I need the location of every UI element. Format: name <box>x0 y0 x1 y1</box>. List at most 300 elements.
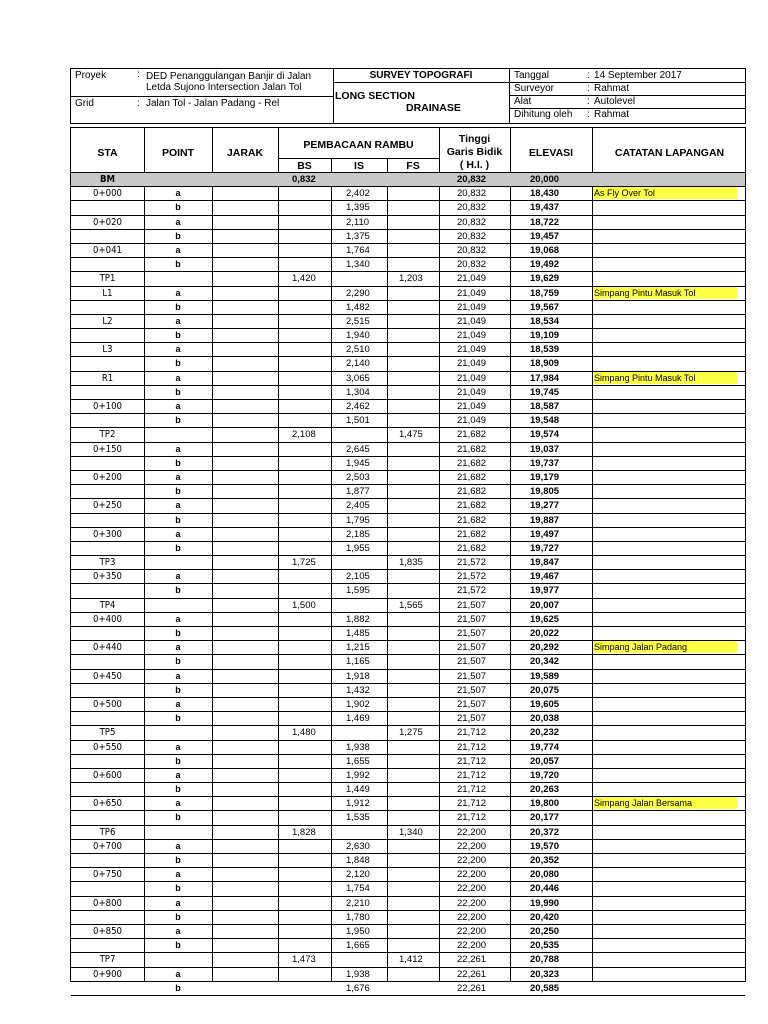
table-row <box>71 712 745 726</box>
sta-cell <box>71 542 144 555</box>
jarak-cell <box>212 514 278 527</box>
bs-cell <box>278 386 331 399</box>
point-cell <box>144 826 212 839</box>
hi-cell: 21,507 <box>457 628 487 639</box>
catatan-cell <box>592 712 747 725</box>
hi-cell: 22,200 <box>457 911 487 923</box>
fs-cell <box>387 457 439 470</box>
point-cell: a <box>175 344 181 355</box>
is-cell: 1,215 <box>346 642 370 654</box>
point-cell: a <box>175 315 181 326</box>
elevasi-cell: 19,068 <box>530 244 560 256</box>
sta-cell: 0+700 <box>93 840 122 852</box>
bs-cell: 1,420 <box>292 273 316 285</box>
elevasi-cell: 20,177 <box>530 812 560 824</box>
catatan-cell <box>592 272 747 285</box>
jarak-cell <box>212 357 278 370</box>
is-cell: 1,485 <box>346 628 370 639</box>
table-row <box>71 783 745 797</box>
point-cell: a <box>175 500 181 511</box>
elevasi-cell: 19,277 <box>530 500 560 512</box>
is-cell: 2,510 <box>346 344 370 356</box>
elevasi-cell: 19,037 <box>530 443 560 455</box>
elevasi-cell: 19,805 <box>530 486 560 498</box>
hi-cell: 21,507 <box>457 713 487 725</box>
jarak-cell <box>212 230 278 243</box>
catatan-cell <box>592 755 747 768</box>
is-cell <box>331 826 387 839</box>
fs-cell <box>387 698 439 711</box>
col-fs: FS <box>406 160 420 172</box>
fs-cell <box>387 386 439 399</box>
fs-cell <box>387 655 439 668</box>
bm-row <box>71 173 745 187</box>
sta-cell <box>71 201 144 214</box>
fs-cell <box>387 471 439 484</box>
catatan-cell <box>592 542 747 555</box>
point-cell: a <box>175 925 181 936</box>
elevasi-cell: 17,984 <box>530 372 560 384</box>
elevasi-cell: 19,800 <box>530 798 560 810</box>
hi-cell: 21,682 <box>457 542 487 554</box>
table-row <box>71 471 745 485</box>
elevasi-cell: 20,535 <box>530 940 560 952</box>
bs-cell <box>278 925 331 938</box>
hi-cell: 21,682 <box>457 471 487 483</box>
hi-cell: 21,682 <box>457 429 487 441</box>
is-cell: 1,535 <box>346 812 370 824</box>
bs-cell <box>278 514 331 527</box>
is-cell: 2,515 <box>346 315 370 327</box>
jarak-cell <box>212 655 278 668</box>
highlighted-note: Simpang Pintu Masuk Tol <box>594 287 737 299</box>
sta-cell: BM <box>99 174 116 185</box>
sta-cell: 0+500 <box>93 698 122 710</box>
elevasi-cell: 20,788 <box>530 954 560 966</box>
colon: : <box>137 69 140 80</box>
fs-cell: 1,412 <box>399 954 423 966</box>
table-row <box>71 542 745 556</box>
elevasi-cell: 19,737 <box>530 457 560 469</box>
table-row <box>71 939 745 953</box>
hi-cell: 21,049 <box>457 301 487 313</box>
hi-cell: 22,200 <box>457 855 487 866</box>
elevasi-cell: 20,585 <box>530 982 560 994</box>
elevasi-cell: 18,759 <box>530 287 560 299</box>
catatan-cell <box>592 641 747 654</box>
fs-cell <box>387 357 439 370</box>
col-is: IS <box>354 160 364 172</box>
hi-cell: 21,049 <box>457 386 487 398</box>
elevasi-cell: 20,007 <box>530 599 560 611</box>
point-cell: a <box>175 244 181 255</box>
table-row <box>71 854 745 868</box>
bs-cell <box>278 499 331 512</box>
fs-cell <box>387 414 439 427</box>
bs-cell <box>278 216 331 229</box>
fs-cell <box>387 301 439 314</box>
sta-cell <box>71 911 144 924</box>
is-cell: 1,918 <box>346 670 370 682</box>
hi-cell: 21,507 <box>457 599 487 611</box>
jarak-cell <box>212 201 278 214</box>
survey-table <box>70 127 746 994</box>
sta-cell: 0+400 <box>93 613 122 625</box>
catatan-cell <box>592 783 747 796</box>
fs-cell <box>387 882 439 895</box>
table-row <box>71 882 745 896</box>
hi-cell: 20,832 <box>457 230 487 242</box>
sta-cell <box>71 627 144 640</box>
table-row <box>71 826 745 840</box>
bs-cell <box>278 840 331 853</box>
catatan-cell <box>592 726 747 739</box>
fs-cell <box>387 329 439 342</box>
bs-cell <box>278 315 331 328</box>
fs-cell <box>387 400 439 413</box>
highlighted-note: As Fly Over Tol <box>594 187 737 199</box>
point-cell: b <box>175 415 181 426</box>
fs-cell <box>387 372 439 385</box>
bs-cell <box>278 400 331 413</box>
bs-cell: 1,725 <box>292 557 316 569</box>
table-row <box>71 953 745 967</box>
fs-cell: 1,835 <box>399 557 423 569</box>
fs-cell <box>387 797 439 810</box>
elevasi-cell: 19,570 <box>530 840 560 852</box>
elevasi-cell: 19,492 <box>530 259 560 271</box>
alat-value: Autolevel <box>594 96 636 107</box>
jarak-cell <box>212 797 278 810</box>
point-cell: b <box>175 386 181 397</box>
point-cell: b <box>175 542 181 553</box>
catatan-cell <box>592 315 747 328</box>
table-row <box>71 840 745 854</box>
catatan-cell <box>592 897 747 910</box>
point-cell: a <box>175 769 181 780</box>
colon: : <box>587 96 590 107</box>
hi-cell: 22,261 <box>457 982 487 994</box>
is-cell: 1,655 <box>346 755 370 767</box>
table-row <box>71 216 745 230</box>
bs-cell <box>278 443 331 456</box>
is-cell: 2,185 <box>346 528 370 540</box>
fs-cell <box>387 939 439 952</box>
fs-cell <box>387 258 439 271</box>
bs-cell <box>278 868 331 881</box>
jarak-cell <box>212 528 278 541</box>
sta-cell: TP4 <box>99 599 116 611</box>
is-cell: 1,882 <box>346 613 370 625</box>
jarak-cell <box>212 414 278 427</box>
hi-cell: 21,507 <box>457 656 487 668</box>
colon: : <box>587 70 590 81</box>
catatan-cell <box>592 443 747 456</box>
point-cell: b <box>175 812 181 823</box>
hi-cell: 21,049 <box>457 273 487 285</box>
point-cell: a <box>175 571 181 582</box>
hi-cell: 21,049 <box>457 358 487 370</box>
sta-cell <box>71 230 144 243</box>
jarak-cell <box>212 173 278 186</box>
sta-cell: 0+750 <box>93 869 122 881</box>
elevasi-cell: 20,372 <box>530 826 560 838</box>
highlighted-note: Simpang Jalan Padang <box>594 641 737 653</box>
bs-cell <box>278 329 331 342</box>
bs-cell <box>278 882 331 895</box>
fs-cell: 1,475 <box>399 429 423 441</box>
catatan-cell <box>592 655 747 668</box>
sta-cell: TP3 <box>99 557 116 569</box>
sta-cell: 0+350 <box>93 571 122 583</box>
catatan-cell <box>592 584 747 597</box>
table-row <box>71 655 745 669</box>
point-cell: a <box>175 613 181 624</box>
elevasi-cell: 19,745 <box>530 386 560 398</box>
bs-cell <box>278 698 331 711</box>
is-cell: 2,630 <box>346 840 370 852</box>
table-header <box>70 127 746 173</box>
is-cell: 1,395 <box>346 202 370 214</box>
jarak-cell <box>212 329 278 342</box>
is-cell <box>331 599 387 612</box>
jarak-cell <box>212 599 278 612</box>
fs-cell <box>387 811 439 824</box>
col-tinggi: Garis Bidik <box>446 146 503 158</box>
catatan-cell <box>592 357 747 370</box>
table-row <box>71 386 745 400</box>
bs-cell: 1,473 <box>292 954 316 966</box>
dihitung-value: Rahmat <box>594 109 630 120</box>
hi-cell: 21,712 <box>457 741 487 753</box>
dihitung-label: Dihitung oleh <box>514 109 573 120</box>
jarak-cell <box>212 925 278 938</box>
bs-cell <box>278 301 331 314</box>
table-row <box>71 414 745 428</box>
bs-cell <box>278 244 331 257</box>
table-row <box>71 428 745 442</box>
col-bs: BS <box>297 160 312 172</box>
fs-cell <box>387 968 439 981</box>
catatan-cell <box>592 244 747 257</box>
elevasi-cell: 20,022 <box>530 628 560 639</box>
table-row <box>71 613 745 627</box>
bs-cell <box>278 911 331 924</box>
catatan-cell <box>592 499 747 512</box>
sta-cell: 0+850 <box>93 925 122 937</box>
elevasi-cell: 19,109 <box>530 330 560 342</box>
bs-cell: 1,828 <box>292 826 316 838</box>
jarak-cell <box>212 670 278 683</box>
table-row <box>71 925 745 939</box>
sta-cell <box>71 982 144 995</box>
sta-cell: 0+250 <box>93 500 122 512</box>
jarak-cell <box>212 712 278 725</box>
sta-cell: 0+100 <box>93 401 122 412</box>
table-row <box>71 485 745 499</box>
point-cell: a <box>175 670 181 681</box>
bs-cell <box>278 712 331 725</box>
jarak-cell <box>212 811 278 824</box>
jarak-cell <box>212 428 278 441</box>
is-cell: 1,940 <box>346 330 370 342</box>
hi-cell: 22,261 <box>457 968 487 980</box>
catatan-cell <box>592 769 747 782</box>
sta-cell <box>71 939 144 952</box>
is-cell: 1,938 <box>346 968 370 980</box>
elevasi-cell: 18,722 <box>530 216 560 228</box>
fs-cell <box>387 613 439 626</box>
hi-cell: 20,832 <box>457 174 487 185</box>
table-row <box>71 301 745 315</box>
point-cell: b <box>175 755 181 766</box>
proyek-value: DED Penanggulangan Banjir di Jalan <box>146 71 312 82</box>
hi-cell: 21,682 <box>457 514 487 526</box>
sta-cell <box>71 301 144 314</box>
sta-cell <box>71 655 144 668</box>
fs-cell: 1,565 <box>399 599 423 611</box>
is-cell: 1,938 <box>346 741 370 753</box>
elevasi-cell: 20,075 <box>530 684 560 696</box>
fs-cell <box>387 216 439 229</box>
point-cell: b <box>175 784 181 795</box>
sta-cell: L2 <box>102 315 113 327</box>
hi-cell: 22,200 <box>457 940 487 952</box>
sta-cell: 0+550 <box>93 741 122 753</box>
bs-cell <box>278 655 331 668</box>
tanggal-label: Tanggal <box>514 70 550 81</box>
bs-cell <box>278 343 331 356</box>
sta-cell <box>71 357 144 370</box>
is-cell: 1,764 <box>346 244 370 256</box>
sta-cell: 0+900 <box>93 968 122 980</box>
point-cell: b <box>175 855 181 865</box>
jarak-cell <box>212 868 278 881</box>
catatan-cell <box>592 514 747 527</box>
is-cell: 1,902 <box>346 698 370 710</box>
catatan-cell <box>592 968 747 981</box>
table-row <box>71 343 745 357</box>
hi-cell: 21,682 <box>457 457 487 469</box>
col-tinggi: ( H.I. ) <box>459 159 490 171</box>
table-row <box>71 726 745 740</box>
table-row <box>71 584 745 598</box>
point-cell: a <box>175 642 181 653</box>
jarak-cell <box>212 897 278 910</box>
is-cell: 1,501 <box>346 415 370 427</box>
table-row <box>71 911 745 925</box>
is-cell: 1,482 <box>346 301 370 313</box>
sta-cell: 0+600 <box>93 769 122 781</box>
is-cell: 1,304 <box>346 386 370 398</box>
proyek-label: Proyek <box>75 70 107 81</box>
jarak-cell <box>212 187 278 200</box>
catatan-cell <box>592 343 747 356</box>
catatan-cell <box>592 826 747 839</box>
table-body <box>70 173 746 994</box>
table-row <box>71 357 745 371</box>
sta-cell <box>71 882 144 895</box>
is-cell <box>331 272 387 285</box>
table-row <box>71 811 745 825</box>
elevasi-cell: 19,774 <box>530 741 560 753</box>
point-cell: b <box>175 684 181 695</box>
is-cell: 1,848 <box>346 855 370 866</box>
jarak-cell <box>212 272 278 285</box>
is-cell: 1,795 <box>346 514 370 526</box>
jarak-cell <box>212 287 278 300</box>
highlighted-note: Simpang Pintu Masuk Tol <box>594 372 737 384</box>
bs-cell <box>278 641 331 654</box>
point-cell: b <box>175 230 181 241</box>
elevasi-cell: 20,250 <box>530 925 560 937</box>
catatan-cell <box>592 372 747 385</box>
bs-cell <box>278 230 331 243</box>
is-cell: 1,992 <box>346 769 370 781</box>
table-row <box>71 982 745 996</box>
sta-cell <box>71 485 144 498</box>
elevasi-cell: 19,497 <box>530 528 560 540</box>
fs-cell <box>387 485 439 498</box>
fs-cell <box>387 684 439 697</box>
sta-cell: L1 <box>102 287 113 299</box>
surveyor-value: Rahmat <box>594 83 630 94</box>
jarak-cell <box>212 485 278 498</box>
header-subline <box>278 158 439 159</box>
table-row <box>71 499 745 513</box>
fs-cell: 1,203 <box>399 273 423 285</box>
col-sta: STA <box>97 147 118 159</box>
bs-cell <box>278 811 331 824</box>
is-cell <box>331 173 387 186</box>
table-row <box>71 258 745 272</box>
bs-cell: 1,480 <box>292 727 316 739</box>
hi-cell: 21,049 <box>457 401 487 412</box>
table-row <box>71 755 745 769</box>
catatan-cell <box>592 414 747 427</box>
jarak-cell <box>212 471 278 484</box>
point-cell: b <box>175 330 181 341</box>
tanggal-value: 14 September 2017 <box>594 70 682 81</box>
table-row <box>71 570 745 584</box>
elevasi-cell: 20,232 <box>530 727 560 739</box>
fs-cell <box>387 187 439 200</box>
sta-cell <box>71 712 144 725</box>
sta-cell: TP6 <box>99 826 116 838</box>
point-cell: b <box>175 656 181 667</box>
catatan-cell <box>592 627 747 640</box>
bs-cell <box>278 755 331 768</box>
hi-cell: 21,712 <box>457 769 487 781</box>
sta-cell: 0+041 <box>93 244 122 256</box>
jarak-cell <box>212 783 278 796</box>
hi-cell: 22,200 <box>457 925 487 937</box>
survey-title: SURVEY TOPOGRAFI <box>369 70 473 81</box>
col-jarak: JARAK <box>226 147 264 159</box>
catatan-cell <box>592 230 747 243</box>
elevasi-cell: 18,587 <box>530 401 560 412</box>
catatan-cell <box>592 840 747 853</box>
point-cell: b <box>175 982 181 993</box>
is-cell: 2,405 <box>346 500 370 512</box>
catatan-cell <box>592 400 747 413</box>
hi-cell: 21,049 <box>457 415 487 427</box>
hi-cell: 21,049 <box>457 315 487 327</box>
hi-cell: 20,832 <box>457 259 487 271</box>
table-row <box>71 443 745 457</box>
sta-cell: 0+020 <box>93 216 122 228</box>
grid-label: Grid <box>75 98 94 109</box>
